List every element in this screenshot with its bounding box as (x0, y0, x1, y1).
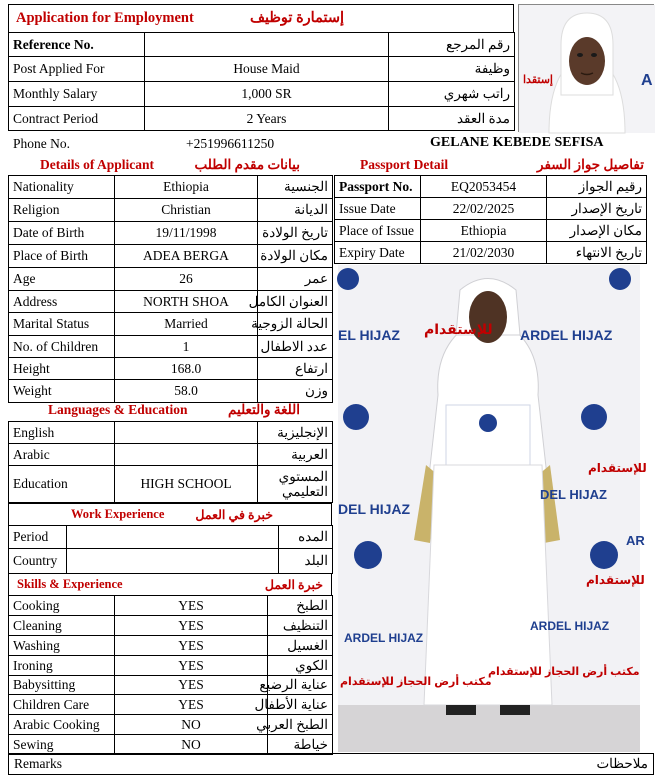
table-row (9, 107, 515, 131)
top-info-table (8, 32, 515, 131)
passport-label: Passport No. (335, 176, 421, 198)
table-row (9, 358, 333, 380)
banner-brand-lower-right: ARDEL HIJAZ (530, 619, 610, 633)
detail-value: 58.0 (115, 380, 258, 403)
banner-brand-mid-right: DEL HIJAZ (540, 487, 607, 502)
table-row (9, 676, 333, 695)
passport-label-ar: مكان الإصدار (547, 220, 647, 242)
work-title-ar: خبرة في العمل (195, 507, 273, 522)
detail-value: Married (115, 313, 258, 336)
detail-label-ar: تاريخ الولادة (258, 222, 333, 245)
detail-value: 19/11/1998 (115, 222, 258, 245)
banner-arabic-bottom-left: مكتب أرض الحجاز للإستقدام (340, 676, 492, 688)
table-row (9, 199, 333, 222)
detail-label: Place of Birth (9, 245, 115, 268)
skill-value: YES (115, 676, 268, 695)
skill-label-ar: الطبخ العربي (268, 715, 333, 735)
period-value (67, 526, 279, 549)
applicant-photo-large (338, 265, 647, 752)
table-row (9, 176, 333, 199)
contract-label-ar: مدة العقد (389, 107, 515, 131)
education-label-ar: المستوي التعليمي (258, 466, 333, 503)
detail-label-ar: الجنسية (258, 176, 333, 199)
skill-value: NO (115, 715, 268, 735)
passport-label-ar: تاريخ الانتهاء (547, 242, 647, 264)
details-table (8, 175, 333, 403)
passport-value: 22/02/2025 (421, 198, 547, 220)
skill-label: Arabic Cooking (9, 715, 115, 735)
table-row (9, 695, 333, 715)
banner-arabic-right: للإستقدام (588, 461, 647, 475)
detail-value: Ethiopia (115, 176, 258, 199)
skill-value: NO (115, 735, 268, 755)
reference-label-ar: رقم المرجع (389, 33, 515, 57)
table-row (335, 220, 647, 242)
detail-value: Christian (115, 199, 258, 222)
detail-label-ar: وزن (258, 380, 333, 403)
details-title-en: Details of Applicant (40, 157, 155, 172)
period-label: Period (9, 526, 67, 549)
skill-label-ar: خياطة (268, 735, 333, 755)
table-row (9, 245, 333, 268)
passport-value: Ethiopia (421, 220, 547, 242)
lang-label-ar: العربية (258, 444, 333, 466)
skill-label: Ironing (9, 656, 115, 676)
languages-title-ar: اللغة والتعليم (228, 402, 300, 417)
detail-label: Height (9, 358, 115, 380)
work-title-en: Work Experience (71, 507, 165, 521)
passport-label-ar: تاريخ الإصدار (547, 198, 647, 220)
passport-label-ar: رقيم الجواز (547, 176, 647, 198)
passport-value: EQ2053454 (421, 176, 547, 198)
lang-value (115, 444, 258, 466)
skill-value: YES (115, 616, 268, 636)
detail-label: Nationality (9, 176, 115, 199)
skill-label-ar: عناية الأطفال (268, 695, 333, 715)
lang-label: English (9, 422, 115, 444)
table-row (335, 198, 647, 220)
detail-label-ar: الديانة (258, 199, 333, 222)
detail-label-ar: عدد الاطفال (258, 336, 333, 358)
passport-label: Place of Issue (335, 220, 421, 242)
phone-label: Phone No. (13, 136, 70, 151)
detail-label-ar: مكان الولادة (258, 245, 333, 268)
detail-value: 168.0 (115, 358, 258, 380)
work-section-title (8, 503, 332, 525)
detail-value: ADEA BERGA (115, 245, 258, 268)
applicant-photo-small (518, 4, 654, 132)
languages-table (8, 421, 333, 503)
table-row (335, 242, 647, 264)
detail-label: Religion (9, 199, 115, 222)
detail-value: NORTH SHOA (115, 291, 258, 313)
detail-label: No. of Children (9, 336, 115, 358)
skill-label-ar: الغسيل (268, 636, 333, 656)
languages-section-title (8, 399, 332, 421)
banner-letters-right: AR (626, 533, 645, 548)
remarks-label: Remarks (14, 756, 62, 771)
country-label-ar: البلد (279, 549, 333, 574)
detail-label: Address (9, 291, 115, 313)
skill-label-ar: الطبخ (268, 596, 333, 616)
detail-label: Marital Status (9, 313, 115, 336)
passport-title-en: Passport Detail (360, 157, 449, 172)
detail-label-ar: العنوان الكامل (258, 291, 333, 313)
banner-letter: A (641, 72, 653, 89)
applicant-name: GELANE KEBEDE SEFISA (430, 135, 604, 150)
languages-title-en: Languages & Education (48, 402, 188, 417)
banner-brand-lower-left: ARDEL HIJAZ (344, 631, 424, 645)
table-row (9, 526, 333, 549)
passport-title-ar: تفاصيل جواز السفر (537, 157, 644, 172)
contract-label: Contract Period (9, 107, 145, 131)
education-label: Education (9, 466, 115, 503)
phone-value: +251996611250 (186, 136, 275, 151)
banner-arabic-fragment: إستقدا (523, 74, 553, 86)
remarks-row (8, 753, 654, 775)
detail-value: 1 (115, 336, 258, 358)
skill-label: Cooking (9, 596, 115, 616)
table-row (9, 596, 333, 616)
detail-label-ar: الحالة الزوجية (258, 313, 333, 336)
table-row (9, 222, 333, 245)
title-english: Application for Employment (16, 10, 194, 26)
skill-label: Babysitting (9, 676, 115, 695)
table-row (9, 422, 333, 444)
post-label-ar: وظيفة (389, 57, 515, 82)
skills-section-title (8, 573, 332, 595)
skill-value: YES (115, 656, 268, 676)
banner-arabic-top: للإستقدام (424, 321, 493, 337)
banner-brand-top-right: ARDEL HIJAZ (520, 327, 613, 343)
skill-label: Children Care (9, 695, 115, 715)
post-value: House Maid (145, 57, 389, 82)
details-title-ar: بيانات مقدم الطلب (194, 157, 300, 172)
table-row (9, 291, 333, 313)
table-row (9, 549, 333, 574)
skill-value: YES (115, 695, 268, 715)
title-arabic: إستمارة توظيف (250, 10, 345, 26)
detail-label: Date of Birth (9, 222, 115, 245)
lang-label: Arabic (9, 444, 115, 466)
skill-label: Sewing (9, 735, 115, 755)
lang-label-ar: الإنجليزية (258, 422, 333, 444)
detail-label: Weight (9, 380, 115, 403)
detail-label-ar: ارتفاع (258, 358, 333, 380)
skill-label-ar: الكوي (268, 656, 333, 676)
post-label: Post Applied For (9, 57, 145, 82)
work-table (8, 525, 333, 574)
detail-label: Age (9, 268, 115, 291)
skills-title-ar: خبرة العمل (264, 577, 323, 592)
table-row (9, 636, 333, 656)
skill-label: Cleaning (9, 616, 115, 636)
passport-section-title (334, 155, 646, 175)
skills-table (8, 595, 333, 755)
passport-label: Expiry Date (335, 242, 421, 264)
salary-label-ar: راتب شهري (389, 82, 515, 107)
detail-label-ar: عمر (258, 268, 333, 291)
reference-label: Reference No. (9, 33, 145, 57)
country-value (67, 549, 279, 574)
skill-label: Washing (9, 636, 115, 656)
salary-value: 1,000 SR (145, 82, 389, 107)
table-row (9, 444, 333, 466)
table-row (9, 715, 333, 735)
table-row (9, 33, 515, 57)
skill-value: YES (115, 596, 268, 616)
table-row (9, 313, 333, 336)
details-section-title (8, 155, 332, 175)
skill-label-ar: التنظيف (268, 616, 333, 636)
table-row (9, 57, 515, 82)
country-label: Country (9, 549, 67, 574)
table-row (9, 616, 333, 636)
table-row (9, 336, 333, 358)
banner-brand-top-left: EL HIJAZ (338, 327, 400, 343)
period-label-ar: المده (279, 526, 333, 549)
table-row (9, 656, 333, 676)
skill-value: YES (115, 636, 268, 656)
banner-arabic-bottom-right: مكتب أرض الحجاز للإستقدام (488, 666, 640, 678)
lang-value (115, 422, 258, 444)
banner-brand-mid-left: DEL HIJAZ (338, 501, 411, 517)
skill-label-ar: عناية الرضيع (268, 676, 333, 695)
salary-label: Monthly Salary (9, 82, 145, 107)
table-row (9, 466, 333, 503)
table-row (335, 176, 647, 198)
banner-arabic-mid: للإستقدام (586, 573, 645, 587)
passport-label: Issue Date (335, 198, 421, 220)
contract-value: 2 Years (145, 107, 389, 131)
detail-value: 26 (115, 268, 258, 291)
table-row (9, 735, 333, 755)
reference-value (145, 33, 389, 57)
remarks-label-ar: ملاحظات (596, 756, 648, 771)
skills-title-en: Skills & Experience (17, 577, 123, 591)
passport-value: 21/02/2030 (421, 242, 547, 264)
education-value: HIGH SCHOOL (115, 466, 258, 503)
table-row (9, 268, 333, 291)
table-row (9, 82, 515, 107)
passport-table (334, 175, 647, 264)
